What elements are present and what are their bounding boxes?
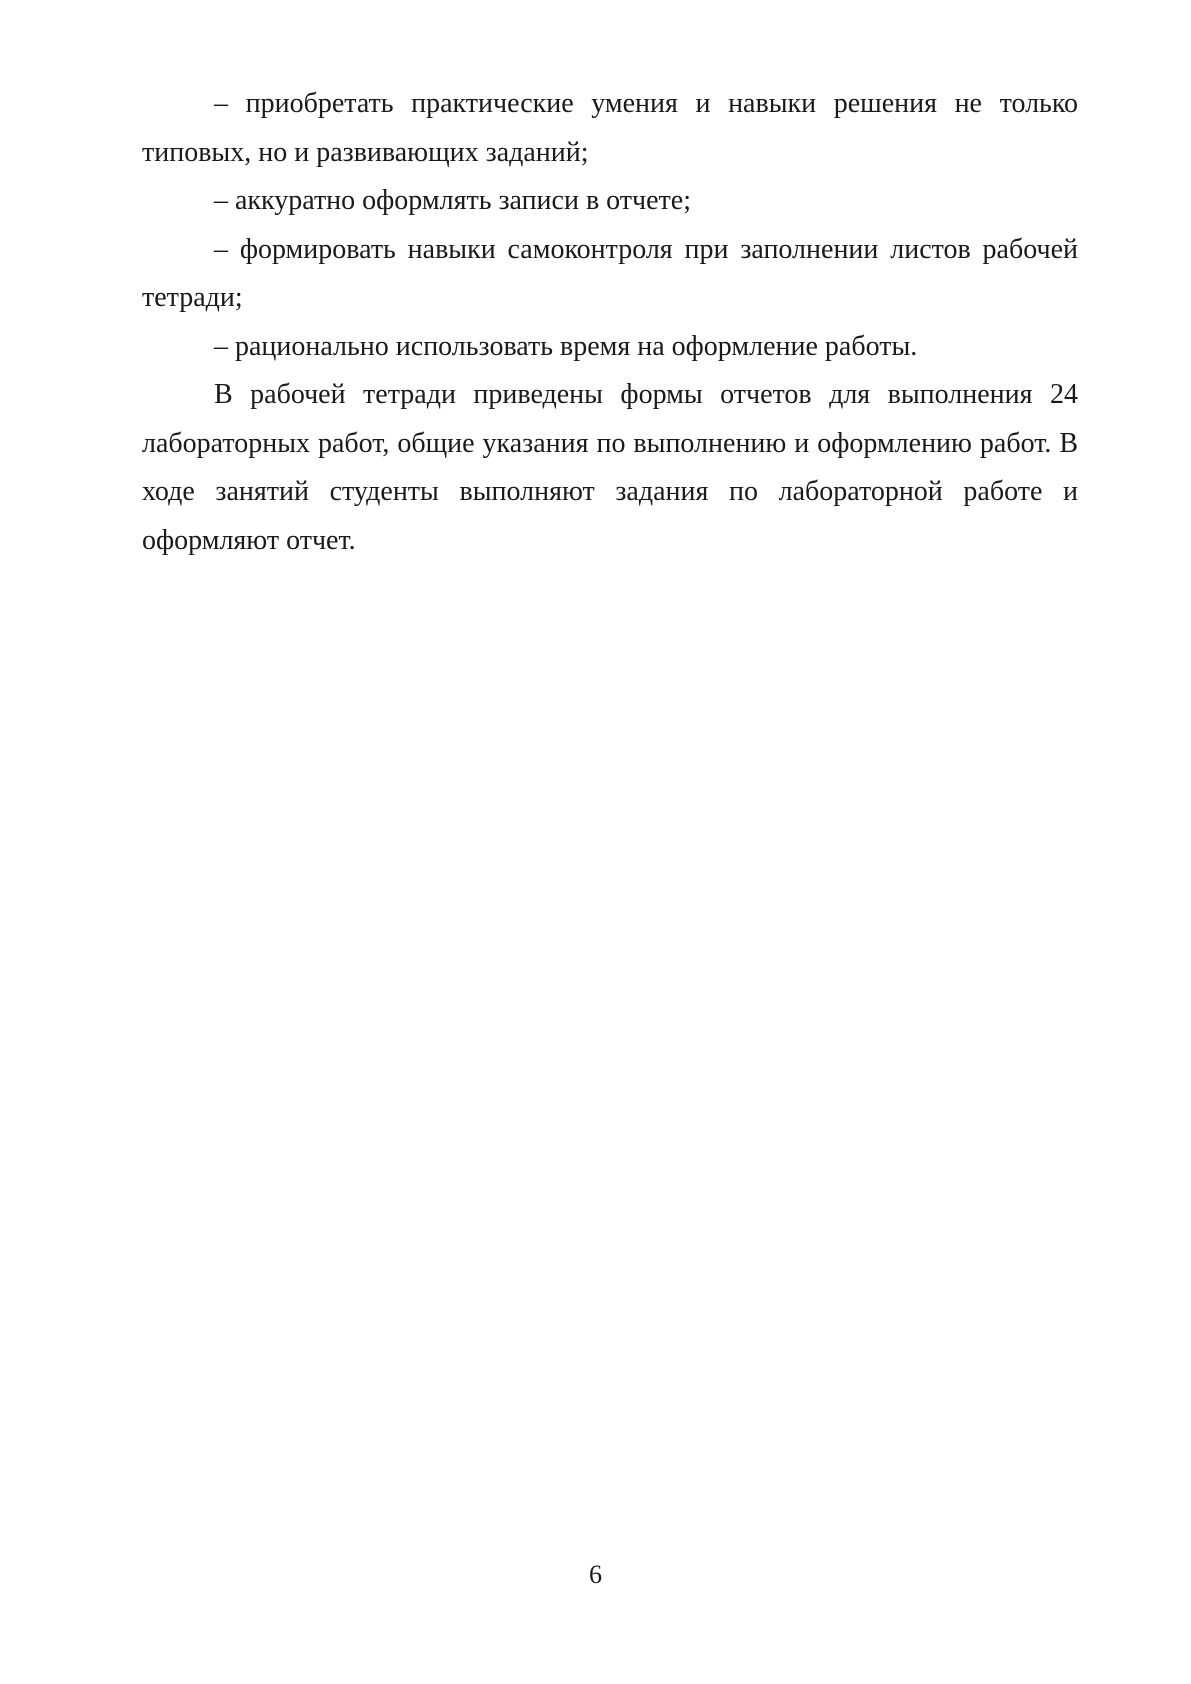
list-item-self-control: – формировать навыки самоконтроля при заполнении листов рабочей тетради; (142, 233, 1078, 313)
page-number: 6 (589, 1560, 602, 1589)
list-item-neat-records: – аккуратно оформлять записи в отчете; (214, 185, 691, 216)
list-item-time-usage: – рационально использовать время на оформление работы. (214, 330, 918, 362)
paragraph-workbook-description: В рабочей тетради приведены формы отчетов для выполнения 24 лабораторных работ, общие указания по выполнению и оформлению работ. В ходе занятий студенты выполняют задания по лабораторной работе и оформляют отчет. (142, 379, 1078, 556)
body-text (142, 80, 1078, 565)
list-item-acquire-skills: – приобретать практические умения и навыки решения не только типовых, но и развивающих заданий; (142, 88, 1078, 168)
